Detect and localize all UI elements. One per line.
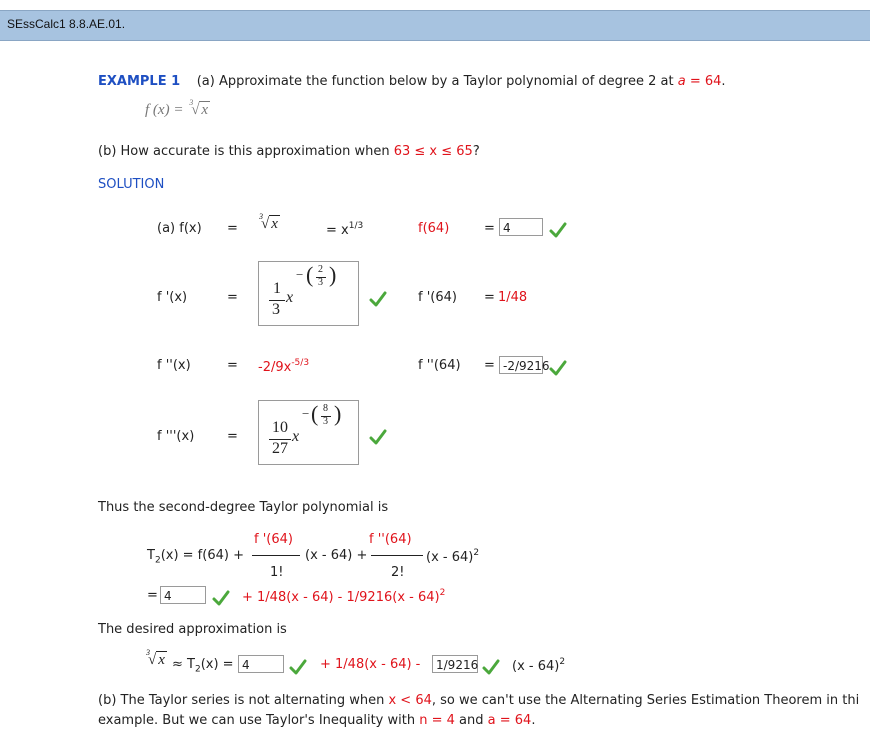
f1-eq: =: [227, 290, 238, 305]
approx-lhs: ≈ $T_2(x)$ =: [172, 657, 234, 675]
f2-eq: =: [227, 358, 238, 373]
approx-tail: (x - 64)$^2$: [512, 657, 566, 674]
f2-label: f ''(x): [157, 358, 191, 373]
approx-radical-index: 3: [146, 648, 150, 657]
approx-middle: + 1/48(x - 64) -: [320, 657, 421, 672]
frac2-num: f ''(64): [369, 532, 412, 547]
example-line: [98, 74, 726, 89]
range: 63 ≤ x ≤ 65: [393, 144, 473, 159]
f1-exp-den: 3: [318, 277, 323, 288]
f64-eq: =: [484, 221, 495, 236]
check-icon: [482, 659, 500, 675]
f3-coef-den: 27: [272, 440, 288, 457]
fx-power-exp: 1/3: [348, 221, 364, 231]
radical-index: 3: [189, 98, 194, 107]
f1-coef-den: 3: [272, 301, 280, 318]
example-label: EXAMPLE 1: [98, 74, 181, 89]
fx-eq: =: [227, 221, 238, 236]
f1-64-eq: =: [484, 290, 495, 305]
f1-64-label: f '(64): [418, 290, 457, 305]
solution-label: SOLUTION: [98, 177, 165, 192]
fx-radical-index: 3: [259, 212, 263, 221]
radicand: x: [201, 102, 209, 118]
frac2-den: 2!: [391, 565, 405, 580]
approx-radicand: x: [158, 652, 165, 668]
approx-input-1[interactable]: 4: [238, 655, 284, 673]
part-b-text: (b) How accurate is this approximation when: [98, 144, 390, 159]
eq2-prefix: =: [147, 588, 158, 603]
f3-coef-num: 10: [272, 419, 288, 436]
part-b-cond: x < 64: [388, 693, 432, 708]
window-header: [0, 10, 870, 41]
approx-input-2[interactable]: 1/9216: [432, 655, 478, 673]
check-icon: [289, 659, 307, 675]
check-icon: [549, 360, 567, 376]
part-b-line-1: (b) The Taylor series is not alternating when x < 64, so we can't use the Alternating Series Estimation Theorem in thi: [98, 693, 860, 708]
f3-lparen: (: [311, 401, 319, 426]
term1: (x - 64) +: [305, 548, 368, 563]
f1-label: f '(x): [157, 290, 188, 305]
f3-eq: =: [227, 429, 238, 444]
eq2-rest: + 1/48(x - 64) - 1/9216(x - 64)$^2$: [242, 588, 446, 605]
taylor-intro: Thus the second-degree Taylor polynomial is: [98, 500, 389, 515]
function-lhs: f (x) =: [145, 102, 184, 118]
approx-intro: The desired approximation is: [98, 622, 287, 637]
f2-value: $-2/9x^{-5/3}$: [258, 358, 310, 375]
cube-root: [187, 98, 210, 119]
fx-cube-root: [258, 212, 280, 233]
part-b-a-cond: a = 64: [487, 713, 532, 728]
a-var: a: [677, 74, 686, 89]
frac2-bar: [371, 555, 423, 556]
fx-radical-sign-icon: √: [261, 216, 270, 232]
check-icon: [549, 222, 567, 238]
part-b-n-cond: n = 4: [419, 713, 455, 728]
radical-sign-icon: √: [191, 102, 200, 118]
f1-coef-num: 1: [273, 280, 281, 297]
t2-lhs: $T_2(x) = f(64)$ +: [147, 548, 244, 566]
f64-label: f(64): [418, 221, 450, 236]
part-a-text: (a) Approximate the function below by a Taylor polynomial of degree 2 at: [196, 74, 674, 89]
frac1-num: f '(64): [254, 532, 293, 547]
check-icon: [369, 291, 387, 307]
f2-64-eq: =: [484, 358, 495, 373]
f3-rparen: ): [334, 401, 342, 426]
approx-radical-sign-icon: √: [148, 652, 157, 668]
f3-answer-box[interactable]: [258, 400, 359, 465]
f1-exp-num: 2: [318, 264, 323, 275]
f1-minus: −: [296, 267, 304, 282]
fx-power: = $x^{1/3}$: [326, 221, 364, 238]
frac1-den: 1!: [270, 565, 284, 580]
fx-label: (a) f(x): [157, 221, 202, 236]
f1-var: x: [286, 289, 294, 306]
f3-exp-num: 8: [323, 403, 328, 414]
frac1-bar: [252, 555, 300, 556]
a-eq: =: [689, 74, 701, 89]
check-icon: [212, 590, 230, 606]
eq2-input[interactable]: 4: [160, 586, 206, 604]
f1-answer-box[interactable]: [258, 261, 359, 326]
f64-input[interactable]: 4: [499, 218, 543, 236]
header-title: SEssCalc1 8.8.AE.01.: [7, 17, 126, 31]
approx-cube-root: [145, 648, 167, 669]
period: .: [721, 74, 726, 89]
f3-minus: −: [302, 406, 310, 421]
a-value: 64: [704, 74, 722, 89]
f2-64-label: f ''(64): [418, 358, 461, 373]
f3-exp-den: 3: [323, 416, 328, 427]
f2-64-input[interactable]: -2/9216: [499, 356, 543, 374]
f3-label: f '''(x): [157, 429, 195, 444]
f1-lparen: (: [306, 262, 314, 287]
function-definition: [145, 98, 210, 119]
check-icon: [369, 429, 387, 445]
f2-value-exp: -5/3: [291, 358, 310, 368]
part-b-line-2: example. But we can use Taylor's Inequality with n = 4 and a = 64.: [98, 713, 536, 728]
fx-radicand: x: [271, 216, 278, 232]
part-b-question: [98, 144, 480, 159]
question-mark: ?: [472, 144, 480, 159]
f3-var: x: [292, 428, 300, 445]
f1-rparen: ): [329, 262, 337, 287]
f1-64-value: 1/48: [498, 290, 528, 305]
term2: (x - 64)$^2$: [426, 548, 480, 565]
